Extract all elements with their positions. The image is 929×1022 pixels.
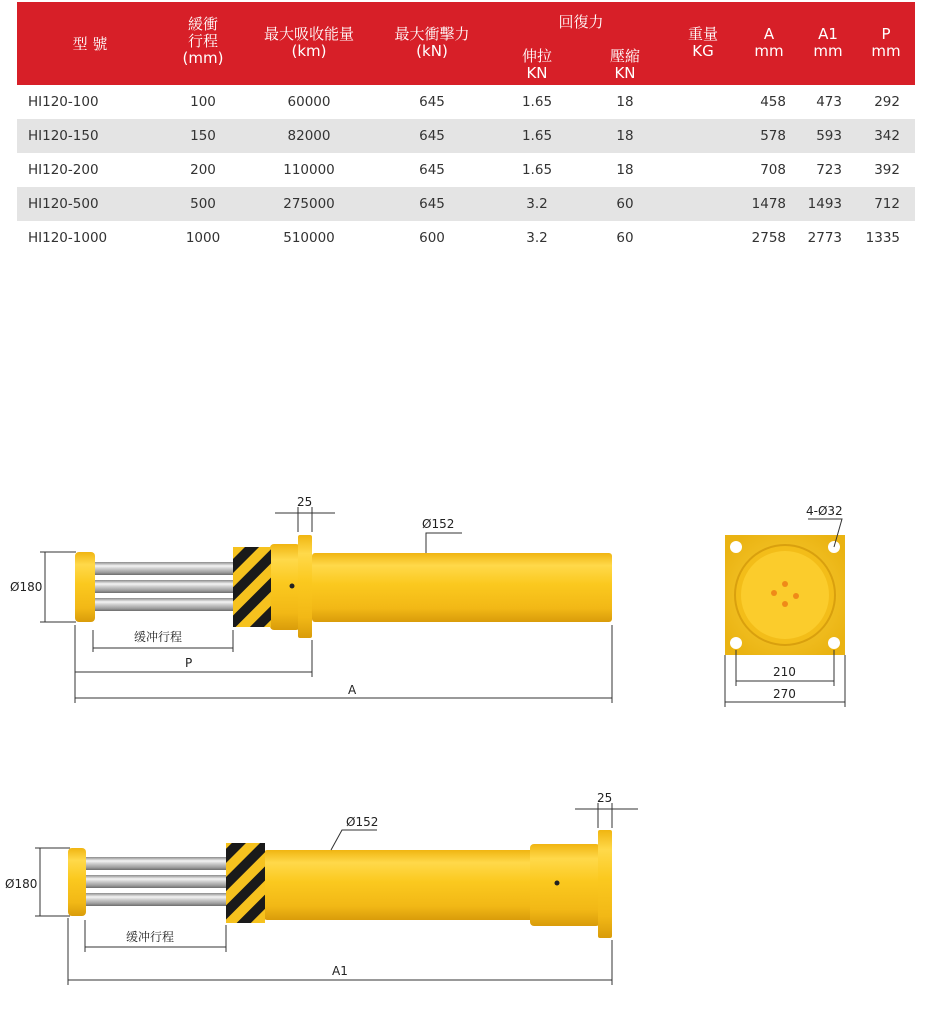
cell-p: 1335 <box>865 230 900 246</box>
stroke-label: 缓冲行程 <box>134 630 183 644</box>
cell-energy: 82000 <box>287 128 331 144</box>
cell-compress: 60 <box>616 196 634 212</box>
hazard-sleeve <box>226 843 265 923</box>
plate-width-label: 270 <box>773 687 796 701</box>
a-label: A <box>348 683 357 697</box>
flange-collar <box>270 544 300 630</box>
cell-compress: 60 <box>616 230 634 246</box>
header-recovery: 回復力 <box>558 13 604 31</box>
cell-force: 645 <box>419 128 445 144</box>
piston-rod-bottom <box>85 893 226 906</box>
cell-a1: 593 <box>816 128 842 144</box>
cell-force: 600 <box>419 230 445 246</box>
cell-a1: 723 <box>816 162 842 178</box>
cell-compress: 18 <box>616 162 634 178</box>
bolt-icon <box>782 601 788 607</box>
cell-extend: 3.2 <box>526 230 548 246</box>
bolt-icon <box>793 593 799 599</box>
body-diameter-label: Ø152 <box>346 815 379 829</box>
cell-extend: 1.65 <box>521 162 553 178</box>
header-weight: 重量 KG <box>687 25 719 60</box>
cell-extend: 1.65 <box>521 94 553 110</box>
header-p: P mm <box>871 25 901 60</box>
header-stroke: 緩衝 行程 (mm) <box>182 15 224 67</box>
mounting-hole-icon <box>828 637 840 649</box>
cell-model: HI120-150 <box>28 128 99 144</box>
body-diameter-label: Ø152 <box>422 517 455 531</box>
cell-p: 342 <box>874 128 900 144</box>
piston-rod-top <box>85 857 226 870</box>
header-a1: A1 mm <box>813 25 843 60</box>
header-extend: 伸拉 KN <box>521 47 553 82</box>
p-label: P <box>185 656 193 670</box>
cell-a: 1478 <box>751 196 786 212</box>
cell-stroke: 150 <box>190 128 216 144</box>
oil-port-icon <box>290 584 295 589</box>
piston-rod-bottom <box>93 598 233 611</box>
cell-energy: 110000 <box>283 162 335 178</box>
head-diameter-label: Ø180 <box>5 877 38 891</box>
cell-stroke: 1000 <box>185 230 221 246</box>
cell-force: 645 <box>419 196 445 212</box>
cell-stroke: 100 <box>190 94 216 110</box>
header-energy: 最大吸收能量 (km) <box>263 25 355 60</box>
cell-a1: 1493 <box>807 196 842 212</box>
cell-model: HI120-1000 <box>28 230 108 246</box>
body-tube <box>264 850 534 920</box>
cell-stroke: 500 <box>190 196 216 212</box>
cell-force: 645 <box>419 162 445 178</box>
piston-rod-top <box>93 562 233 575</box>
cell-a: 2758 <box>751 230 786 246</box>
bolt-icon <box>771 590 777 596</box>
plate-boss-inner <box>741 551 829 639</box>
cell-model: HI120-200 <box>28 162 99 178</box>
piston-rod-mid <box>93 580 233 593</box>
hazard-sleeve <box>233 547 271 627</box>
header-compress: 壓縮 KN <box>609 47 641 82</box>
a1-label: A1 <box>332 964 348 978</box>
cell-compress: 18 <box>616 94 634 110</box>
cell-p: 712 <box>874 196 900 212</box>
mounting-hole-icon <box>730 637 742 649</box>
cell-a: 708 <box>760 162 786 178</box>
side-view-drawing <box>10 495 612 703</box>
cell-a1: 473 <box>816 94 842 110</box>
cell-energy: 60000 <box>287 94 331 110</box>
cell-force: 645 <box>419 94 445 110</box>
mounting-hole-icon <box>730 541 742 553</box>
cell-a1: 2773 <box>807 230 842 246</box>
cell-model: HI120-100 <box>28 94 99 110</box>
cell-extend: 1.65 <box>521 128 553 144</box>
end-flange <box>598 830 612 938</box>
cell-p: 292 <box>874 94 900 110</box>
piston-rod-mid <box>85 875 226 888</box>
cell-a: 458 <box>760 94 786 110</box>
cell-model: HI120-500 <box>28 196 99 212</box>
end-flange <box>298 535 312 638</box>
cell-extend: 3.2 <box>526 196 548 212</box>
holes-label: 4-Ø32 <box>806 504 843 518</box>
cell-p: 392 <box>874 162 900 178</box>
header-force: 最大衝擊力 (kN) <box>394 25 470 60</box>
stroke-label: 缓冲行程 <box>126 930 175 944</box>
cylinder-housing <box>530 844 600 926</box>
bolt-icon <box>782 581 788 587</box>
flange-thickness-label: 25 <box>297 495 313 509</box>
cell-stroke: 200 <box>190 162 216 178</box>
cell-a: 578 <box>760 128 786 144</box>
side-view-drawing-2 <box>5 791 638 985</box>
cell-energy: 510000 <box>283 230 335 246</box>
end-view-drawing <box>725 504 845 707</box>
cell-energy: 275000 <box>283 196 335 212</box>
hole-spacing-label: 210 <box>773 665 796 679</box>
cell-compress: 18 <box>616 128 634 144</box>
oil-port-icon <box>555 881 560 886</box>
head-diameter-label: Ø180 <box>10 580 43 594</box>
header-a: A mm <box>754 25 784 60</box>
impact-head <box>68 848 86 916</box>
impact-head <box>75 552 95 622</box>
body-tube <box>312 553 612 622</box>
header-model: 型 號 <box>72 35 108 53</box>
flange-thickness-label: 25 <box>597 791 613 805</box>
